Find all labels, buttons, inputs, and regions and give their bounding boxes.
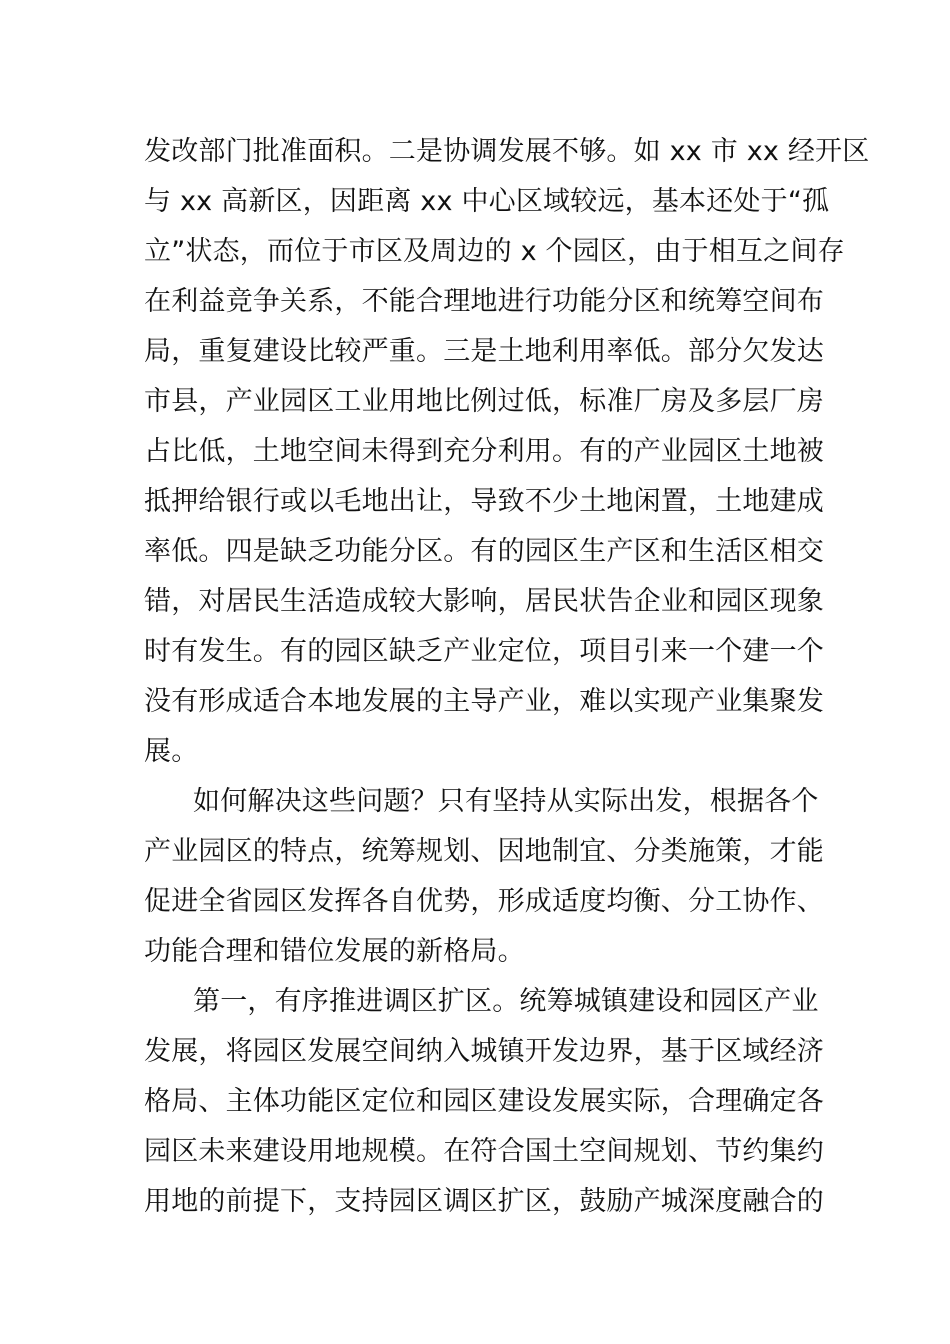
text-line: 促进全省园区发挥各自优势，形成适度均衡、分工协作、 — [144, 886, 824, 917]
text-line: 发展，将园区发展空间纳入城镇开发边界，基于区域经济 — [144, 1036, 824, 1067]
text-line: 在利益竞争关系，不能合理地进行功能分区和统筹空间布 — [144, 286, 824, 317]
text-line: 格局、主体功能区定位和园区建设发展实际，合理确定各 — [144, 1086, 824, 1117]
text-line: 展。 — [144, 736, 199, 767]
text-line: 时有发生。有的园区缺乏产业定位，项目引来一个建一个 — [144, 636, 824, 667]
text-line: 错，对居民生活造成较大影响，居民状告企业和园区现象 — [144, 586, 824, 617]
paragraph-first-line: 第一，有序推进调区扩区。统筹城镇建设和园区产业 — [193, 986, 819, 1017]
text-line: 用地的前提下，支持园区调区扩区，鼓励产城深度融合的 — [144, 1186, 824, 1217]
text-line: 抵押给银行或以毛地出让，导致不少土地闲置，土地建成 — [144, 486, 824, 517]
text-line: 率低。四是缺乏功能分区。有的园区生产区和生活区相交 — [144, 536, 824, 567]
text-line: 立”状态，而位于市区及周边的 x 个园区，由于相互之间存 — [144, 236, 845, 267]
text-line: 园区未来建设用地规模。在符合国土空间规划、节约集约 — [144, 1136, 824, 1167]
text-line: 市县，产业园区工业用地比例过低，标准厂房及多层厂房 — [144, 386, 824, 417]
text-line: 局，重复建设比较严重。三是土地利用率低。部分欠发达 — [144, 336, 824, 367]
paragraph-first-line: 如何解决这些问题？只有坚持从实际出发，根据各个 — [193, 786, 819, 817]
text-line: 功能合理和错位发展的新格局。 — [144, 936, 525, 967]
text-line: 发改部门批准面积。二是协调发展不够。如 xx 市 xx 经开区 — [144, 136, 870, 167]
text-line: 占比低，土地空间未得到充分利用。有的产业园区土地被 — [144, 436, 824, 467]
text-line: 与 xx 高新区，因距离 xx 中心区域较远，基本还处于“孤 — [144, 186, 830, 217]
text-line: 产业园区的特点，统筹规划、因地制宜、分类施策，才能 — [144, 836, 824, 867]
text-line: 没有形成适合本地发展的主导产业，难以实现产业集聚发 — [144, 686, 824, 717]
